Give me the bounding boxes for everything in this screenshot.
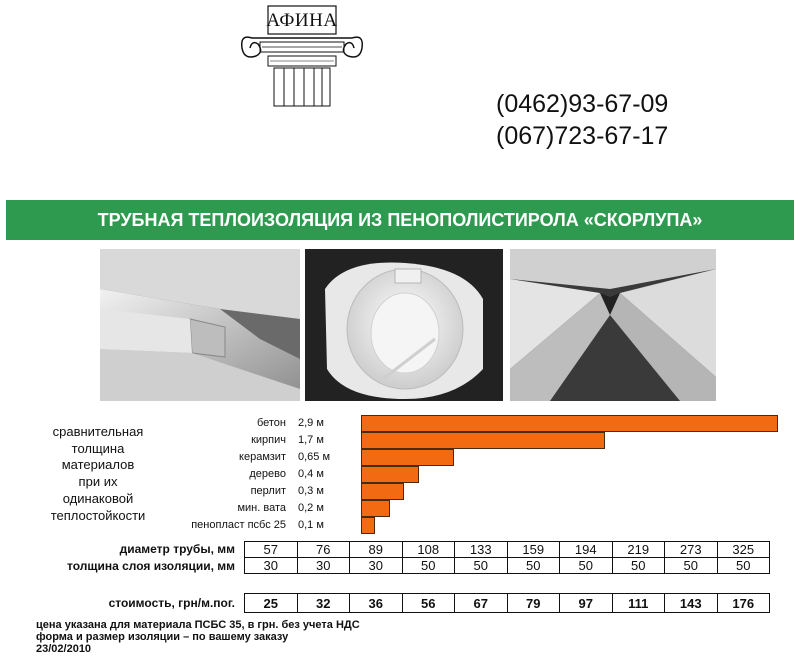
- thickness-row: [245, 558, 770, 574]
- price-cell: 79: [507, 594, 560, 613]
- diameter-cell: 89: [350, 542, 403, 558]
- price-cell: 56: [402, 594, 455, 613]
- phone-1[interactable]: (0462)93-67-09: [496, 90, 669, 118]
- material-bar: [361, 517, 375, 534]
- caption-line: теплостойкости: [50, 507, 146, 523]
- material-value: 0,3 м: [298, 485, 324, 497]
- material-value: 2,9 м: [298, 417, 324, 429]
- company-logo: [232, 4, 372, 108]
- material-label: дерево: [249, 468, 286, 480]
- material-bar: [361, 415, 778, 432]
- material-value: 0,4 м: [298, 468, 324, 480]
- material-value: 1,7 м: [298, 434, 324, 446]
- thickness-cell: 50: [612, 558, 665, 574]
- photo-foam-profile-1: [100, 249, 300, 401]
- banner-title: ТРУБНАЯ ТЕПЛОИЗОЛЯЦИЯ ИЗ ПЕНОПОЛИСТИРОЛА «СКОРЛУПА»: [97, 209, 703, 230]
- caption-line: материалов: [61, 457, 135, 473]
- material-label: кирпич: [251, 434, 286, 446]
- diameter-cell: 133: [455, 542, 508, 558]
- diameter-cell: 57: [245, 542, 298, 558]
- diameter-cell: 194: [560, 542, 613, 558]
- material-bar: [361, 500, 390, 517]
- material-value: 0,65 м: [298, 451, 331, 463]
- diameter-row: [245, 542, 770, 558]
- caption-line: одинаковой: [62, 490, 134, 506]
- phone-numbers: [496, 88, 668, 152]
- thickness-cell: 50: [560, 558, 613, 574]
- footnotes: [36, 619, 360, 655]
- diameter-cell: 159: [507, 542, 560, 558]
- thickness-cell: 50: [402, 558, 455, 574]
- logo-name: АФИНА: [266, 10, 338, 31]
- thickness-cell: 30: [350, 558, 403, 574]
- thickness-row-label: толщина слоя изоляции, мм: [66, 559, 235, 573]
- thickness-cell: 50: [717, 558, 770, 574]
- price-table: [244, 593, 770, 613]
- caption-line: толщина: [71, 440, 125, 456]
- price-cell: 25: [245, 594, 298, 613]
- material-bar: [361, 449, 454, 466]
- thickness-cell: 50: [665, 558, 718, 574]
- material-bar: [361, 483, 404, 500]
- material-label: мин. вата: [237, 502, 286, 514]
- footnote-price: цена указана для материала ПСБС 35, в грн. без учета НДС: [36, 619, 360, 631]
- price-cell: 97: [560, 594, 613, 613]
- material-bar: [361, 466, 419, 483]
- diameter-cell: 108: [402, 542, 455, 558]
- diameter-row-label: диаметр трубы, мм: [119, 542, 235, 556]
- material-value: 0,2 м: [298, 502, 324, 514]
- material-label: керамзит: [239, 451, 286, 463]
- material-label: бетон: [256, 417, 286, 429]
- photo-foam-shell: [305, 249, 503, 401]
- material-label: пенопласт псбс 25: [191, 519, 286, 531]
- price-cell: 111: [612, 594, 665, 613]
- material-bar: [361, 432, 605, 449]
- spec-table: [244, 541, 770, 574]
- footnote-order: форма и размер изоляции – по вашему заказу: [36, 631, 289, 643]
- thickness-cell: 50: [507, 558, 560, 574]
- price-cell: 36: [350, 594, 403, 613]
- price-cell: 67: [455, 594, 508, 613]
- diameter-cell: 325: [717, 542, 770, 558]
- comparison-caption: [28, 424, 168, 524]
- caption-line: при их: [78, 474, 118, 490]
- diameter-cell: 219: [612, 542, 665, 558]
- diameter-cell: 76: [297, 542, 350, 558]
- photo-foam-profile-2: [510, 249, 716, 401]
- material-label: перлит: [250, 485, 286, 497]
- phone-2[interactable]: (067)723-67-17: [496, 122, 669, 150]
- thickness-cell: 30: [297, 558, 350, 574]
- caption-line: сравнительная: [52, 424, 144, 439]
- diameter-cell: 273: [665, 542, 718, 558]
- thickness-cell: 30: [245, 558, 298, 574]
- price-cell: 32: [297, 594, 350, 613]
- price-row-label: стоимость, грн/м.пог.: [108, 596, 235, 610]
- title-banner: [6, 200, 794, 240]
- thickness-cell: 50: [455, 558, 508, 574]
- price-cell: 176: [717, 594, 770, 613]
- material-value: 0,1 м: [298, 519, 324, 531]
- footnote-date: 23/02/2010: [36, 643, 92, 655]
- price-cell: 143: [665, 594, 718, 613]
- price-row: [245, 594, 770, 613]
